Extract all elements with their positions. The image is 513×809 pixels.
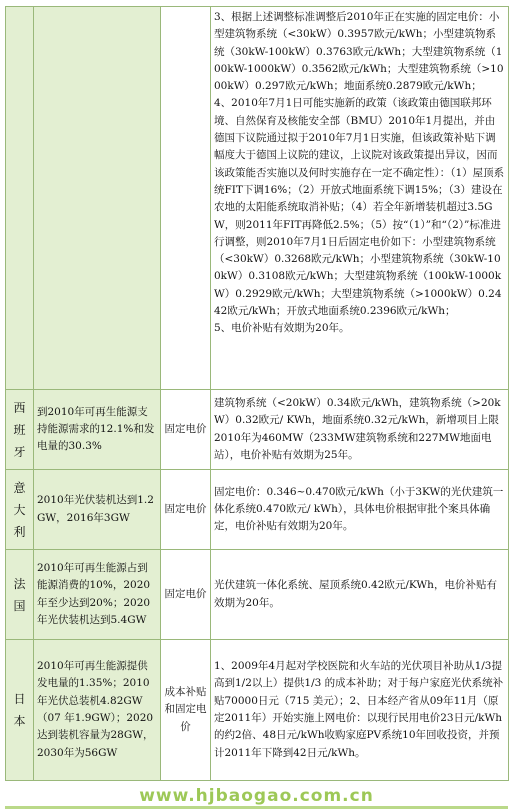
table-row-japan bbox=[6, 640, 509, 781]
detail-cell: 1、2009年4月起对学校医院和火车站的光伏项目补助从1/3提高到1/2以上）提供1/3 的成本补助；对于每户家庭光伏系统补贴70000日元（715 美元）；2、日本经产省从09年11月（原定2011年）开始实施上网电价：以现行民用电价23日元/kWh的约2倍、48日元/kWh收购家庭PV系统10年回收投资，并预计2011年下降到42日元/kWh。 bbox=[211, 640, 509, 781]
policy-table bbox=[5, 6, 509, 781]
country-char: 法 bbox=[13, 576, 26, 591]
detail-paragraph: 3、根据上述调整标准调整后2010年正在实施的固定电价：小型建筑物系统（<30kW）0.3957欧元/kWh；小型建筑物系统（30kW-100kW）0.3763欧元/kWh；大型建筑物系统（100kW-1000kW）0.3562欧元/kWh；大型建筑物系统（>1000kW）0.297欧元/kWh；地面系统0.2879欧元/kWh； bbox=[214, 11, 504, 93]
country-cell bbox=[6, 550, 34, 640]
target-cell: 2010年光伏装机达到1.2GW，2016年3GW bbox=[34, 470, 161, 550]
country-cell bbox=[6, 470, 34, 550]
country-cell bbox=[6, 390, 34, 470]
country-cell bbox=[6, 640, 34, 781]
table-row-spain bbox=[6, 390, 509, 470]
mode-cell bbox=[161, 7, 211, 390]
country-char: 班 bbox=[13, 422, 26, 437]
detail-cell: 建筑物系统（<20kW）0.34欧元/kWh，建筑物系统（>20kW）0.32欧元/ KWh，地面系统0.32元/kWh，新增项目上限2010年为460MW（233MW建筑物系统和227MW地面电站），电价补贴有效期为25年。 bbox=[211, 390, 509, 470]
watermark: www.hjbaogao.com.cn bbox=[139, 786, 374, 806]
mode-cell: 固定电价 bbox=[161, 390, 211, 470]
detail-cell: 固定电价：0.346~0.470欧元/kWh（小于3KW的光伏建筑一体化系统0.470欧元/ kWh），具体电价根据审批个案具体确定，电价补贴有效期为20年。 bbox=[211, 470, 509, 550]
country-cell bbox=[6, 7, 34, 390]
mode-cell: 固定电价 bbox=[161, 550, 211, 640]
country-char: 西 bbox=[13, 400, 26, 415]
table-row-italy bbox=[6, 470, 509, 550]
country-char: 大 bbox=[13, 502, 26, 517]
target-cell bbox=[34, 7, 161, 390]
table-row-germany bbox=[6, 7, 509, 390]
country-char: 牙 bbox=[13, 444, 26, 459]
table-row-france bbox=[6, 550, 509, 640]
mode-cell: 成本补贴和固定电价 bbox=[161, 640, 211, 781]
detail-paragraph: 5、电价补贴有效期为20年。 bbox=[214, 322, 350, 335]
detail-paragraph: 4、2010年7月1日可能实施新的政策（该政策由德国联邦环境、自然保育及核能安全部（BMU）2010年1月提出，并由德国下议院通过拟于2010年7月1日实施，但该政策补贴下调幅度大于德国上议院的建议，上议院对该政策提出异议，因而该政策能否实施以及何时实施存在一定不确定性）：（1）屋顶系统FIT下调16%；（2）开放式地面系统下调15%；（3）建设在农地的太阳能系统取消补贴；（4）若全年新增装机超过3.5GW，则2011年FIT再降低2.5%；（5）按“（1）”和“（2）”标准进行调整，则2010年7月1日后固定电价如下：小型建筑物系统（<30kW）0.3268欧元/kWh；小型建筑物系统（30kW-100kW）0.3108欧元/kWh；大型建筑物系统（100kW-1000kW）0.2929欧元/kWh；大型建筑物系统（>1000kW）0.2442欧元/kWh；开放式地面系统0.2396欧元/kWh； bbox=[214, 97, 505, 318]
mode-cell: 固定电价 bbox=[161, 470, 211, 550]
target-cell: 到2010年可再生能源支持能源需求的12.1%和发电量的30.3% bbox=[34, 390, 161, 470]
detail-cell: 光伏建筑一体化系统、屋顶系统0.42欧元/KWh，电价补贴有效期为20年。 bbox=[211, 550, 509, 640]
country-char: 利 bbox=[13, 524, 26, 539]
country-char: 意 bbox=[13, 480, 26, 495]
country-char: 日 bbox=[13, 692, 26, 706]
country-char: 国 bbox=[13, 598, 26, 613]
target-cell: 2010年可再生能源占到能源消费的10%，2020年至少达到20%；2020年光伏装机达到5.4GW bbox=[34, 550, 161, 640]
country-char: 本 bbox=[13, 714, 26, 728]
detail-cell bbox=[211, 7, 509, 390]
target-cell: 2010年可再生能源提供发电量的1.35%；2010年光伏总装机4.82GW （07 年1.9GW）；2020达到装机容量为28GW，2030年为56GW bbox=[34, 640, 161, 781]
